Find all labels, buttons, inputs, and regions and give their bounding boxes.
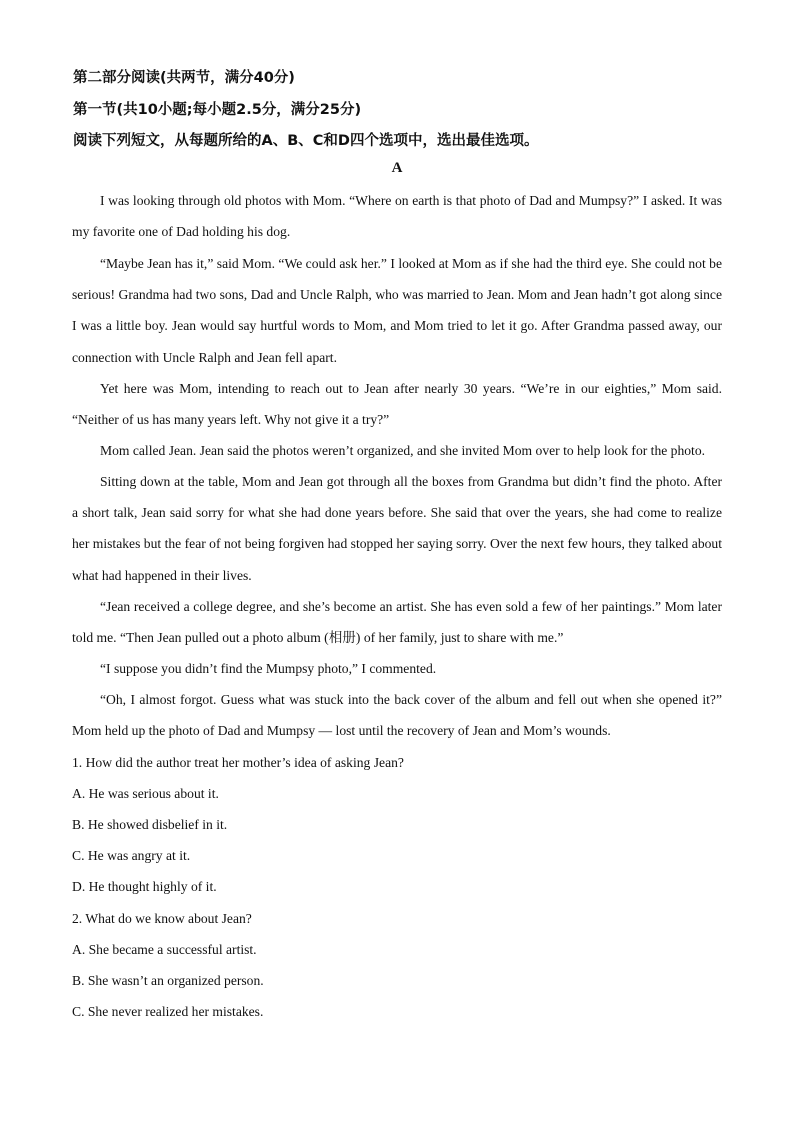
question-2-option-a: A. She became a successful artist. [72,942,257,957]
question-1-option-a: A. He was serious about it. [72,786,219,801]
passage-label: A [391,160,403,176]
instruction-text: 阅读下列短文，从每题所给的A、B、C和D四个选项中，选出最佳选项。 [73,133,539,149]
question-1-option-c: C. He was angry at it. [72,848,191,863]
passage-paragraph-8: “Oh, I almost forgot. Guess what was stuck into the back cover of the album and fell out when she opened it?” Mom held up the photo of Dad and Mumpsy — lost until the recovery of Jean and Mom’s wounds. [72,692,722,739]
question-2-stem: 2. What do we know about Jean? [72,911,252,926]
passage-paragraph-5: Sitting down at the table, Mom and Jean got through all the boxes from Grandma but didn’t find the photo. After a short talk, Jean said sorry for what she had done years before. She said that over the years, she had come to realize her mistakes but the fear of not being forgiven had stopped her saying sorry. Over the next few hours, they talked about what had happened in their lives. [72,474,722,583]
passage-paragraph-3: Yet here was Mom, intending to reach out to Jean after nearly 30 years. “We’re in our eighties,” Mom said. “Neither of us has many years left. Why not give it a try?” [72,381,722,428]
question-1-stem: 1. How did the author treat her mother’s idea of asking Jean? [72,755,404,770]
question-1-option-b: B. He showed disbelief in it. [72,817,228,832]
section-heading: 第一节(共10小题;每小题2.5分，满分25分) [73,102,362,118]
part-heading: 第二部分阅读(共两节，满分40分) [73,70,295,86]
passage-paragraph-1: I was looking through old photos with Mom. “Where on earth is that photo of Dad and Mumpsy?” I asked. It was my favorite one of Dad holding his dog. [72,193,722,240]
question-2-option-b: B. She wasn’t an organized person. [72,973,264,988]
question-1-option-d: D. He thought highly of it. [72,879,217,894]
passage-paragraph-7: “I suppose you didn’t find the Mumpsy photo,” I commented. [100,661,437,676]
passage-paragraph-6: “Jean received a college degree, and she’s become an artist. She has even sold a few of her paintings.” Mom later told me. “Then Jean pulled out a photo album (相册) of her family, just to share with me.” [72,599,722,646]
passage-paragraph-2: “Maybe Jean has it,” said Mom. “We could ask her.” I looked at Mom as if she had the third eye. She could not be serious! Grandma had two sons, Dad and Uncle Ralph, who was married to Jean. Mom and Jean hadn’t got along since I was a little boy. Jean would say hurtful words to Mom, and Mom tried to let it go. After Grandma passed away, our connection with Uncle Ralph and Jean fell apart. [72,256,722,365]
passage-paragraph-4: Mom called Jean. Jean said the photos weren’t organized, and she invited Mom over to help look for the photo. [100,443,706,458]
question-2-option-c: C. She never realized her mistakes. [72,1004,264,1019]
